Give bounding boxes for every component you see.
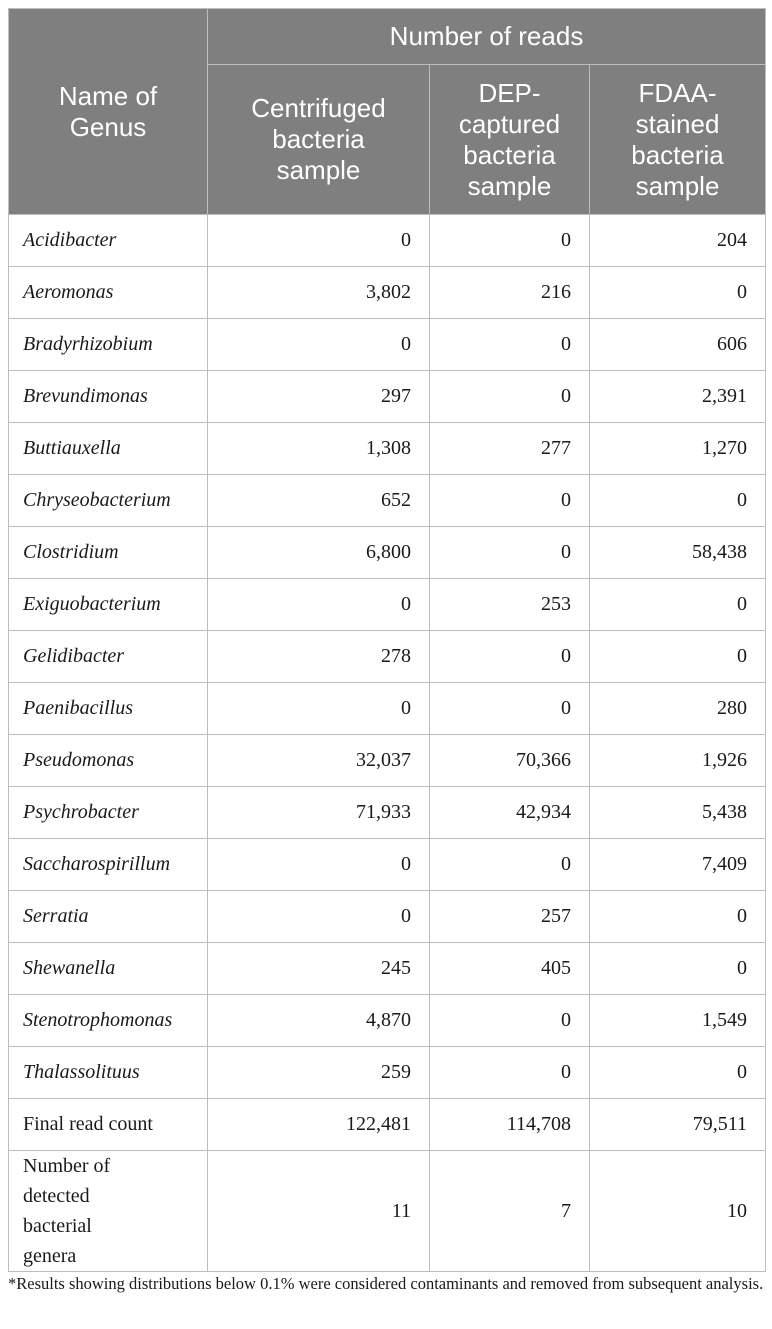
read-count-cell: 253 (430, 579, 590, 631)
header-row-group (9, 9, 766, 65)
number-of-reads-header: Number of reads (208, 9, 766, 65)
read-count-cell: 4,870 (208, 995, 430, 1047)
genus-name-cell: Paenibacillus (9, 683, 208, 735)
summary-value-cell: 10 (590, 1151, 766, 1272)
genus-name-cell: Pseudomonas (9, 735, 208, 787)
genus-name-cell: Thalassolituus (9, 1047, 208, 1099)
read-count-cell: 3,802 (208, 267, 430, 319)
genus-name-cell: Exiguobacterium (9, 579, 208, 631)
table-footnote: *Results showing distributions below 0.1% were considered contaminants and removed from subsequent analysis. (8, 1274, 764, 1293)
genus-name-cell: Acidibacter (9, 215, 208, 267)
read-count-cell: 0 (208, 319, 430, 371)
read-count-cell: 7,409 (590, 839, 766, 891)
summary-value-cell: 7 (430, 1151, 590, 1272)
read-count-cell: 1,926 (590, 735, 766, 787)
table-row-exiguobacterium (9, 579, 766, 631)
read-count-cell: 0 (430, 475, 590, 527)
read-count-cell: 2,391 (590, 371, 766, 423)
read-count-cell: 0 (430, 527, 590, 579)
table-row-psychrobacter (9, 787, 766, 839)
read-count-cell: 42,934 (430, 787, 590, 839)
read-count-cell: 0 (590, 475, 766, 527)
table-row-shewanella (9, 943, 766, 995)
read-count-cell: 277 (430, 423, 590, 475)
read-count-cell: 278 (208, 631, 430, 683)
table-row-saccharospirillum (9, 839, 766, 891)
table-row-gelidibacter (9, 631, 766, 683)
read-count-cell: 32,037 (208, 735, 430, 787)
read-count-cell: 0 (430, 371, 590, 423)
read-count-cell: 71,933 (208, 787, 430, 839)
table-row-brevundimonas (9, 371, 766, 423)
genus-name-cell: Chryseobacterium (9, 475, 208, 527)
read-count-cell: 0 (590, 1047, 766, 1099)
table-row-stenotrophomonas (9, 995, 766, 1047)
table-row-acidibacter (9, 215, 766, 267)
read-count-cell: 0 (590, 891, 766, 943)
genus-name-cell: Bradyrhizobium (9, 319, 208, 371)
read-count-cell: 0 (208, 579, 430, 631)
read-count-cell: 0 (208, 683, 430, 735)
column-header-fdaa-stained: FDAA-stained bacteria sample (590, 65, 766, 215)
genus-name-cell: Brevundimonas (9, 371, 208, 423)
read-count-cell: 0 (208, 215, 430, 267)
genus-name-cell: Shewanella (9, 943, 208, 995)
read-count-cell: 245 (208, 943, 430, 995)
table-row-paenibacillus (9, 683, 766, 735)
table-body (9, 215, 766, 1272)
read-count-cell: 405 (430, 943, 590, 995)
summary-label-cell: Final read count (9, 1099, 208, 1151)
genus-name-cell: Aeromonas (9, 267, 208, 319)
table-row-bradyrhizobium (9, 319, 766, 371)
table-row-pseudomonas (9, 735, 766, 787)
table-row-thalassolituus (9, 1047, 766, 1099)
genus-name-cell: Buttiauxella (9, 423, 208, 475)
summary-row-number-of-detected-bacterial-genera (9, 1151, 766, 1272)
read-count-cell: 216 (430, 267, 590, 319)
read-count-cell: 204 (590, 215, 766, 267)
table-container (8, 8, 765, 1272)
read-count-cell: 0 (208, 839, 430, 891)
table-row-chryseobacterium (9, 475, 766, 527)
read-count-cell: 606 (590, 319, 766, 371)
read-count-cell: 0 (430, 319, 590, 371)
read-count-cell: 652 (208, 475, 430, 527)
read-count-cell: 6,800 (208, 527, 430, 579)
read-count-cell: 259 (208, 1047, 430, 1099)
read-count-cell: 1,549 (590, 995, 766, 1047)
read-count-cell: 0 (430, 215, 590, 267)
read-count-cell: 1,270 (590, 423, 766, 475)
read-count-cell: 297 (208, 371, 430, 423)
read-count-cell: 58,438 (590, 527, 766, 579)
read-count-cell: 0 (590, 267, 766, 319)
read-count-cell: 5,438 (590, 787, 766, 839)
read-count-cell: 257 (430, 891, 590, 943)
genus-name-cell: Stenotrophomonas (9, 995, 208, 1047)
read-count-cell: 0 (590, 631, 766, 683)
summary-value-cell: 114,708 (430, 1099, 590, 1151)
summary-row-final-read-count (9, 1099, 766, 1151)
column-header-centrifuged: Centrifuged bacteria sample (208, 65, 430, 215)
summary-label-cell: Number of detected bacterial genera (9, 1151, 208, 1272)
reads-table (8, 8, 766, 1272)
read-count-cell: 0 (590, 943, 766, 995)
genus-column-header: Name of Genus (9, 9, 208, 215)
summary-value-cell: 11 (208, 1151, 430, 1272)
genus-name-cell: Saccharospirillum (9, 839, 208, 891)
column-header-dep-captured: DEP-captured bacteria sample (430, 65, 590, 215)
table-row-serratia (9, 891, 766, 943)
genus-name-cell: Gelidibacter (9, 631, 208, 683)
table-row-buttiauxella (9, 423, 766, 475)
read-count-cell: 0 (208, 891, 430, 943)
table-row-aeromonas (9, 267, 766, 319)
summary-value-cell: 122,481 (208, 1099, 430, 1151)
genus-name-cell: Psychrobacter (9, 787, 208, 839)
read-count-cell: 1,308 (208, 423, 430, 475)
read-count-cell: 0 (430, 1047, 590, 1099)
read-count-cell: 0 (430, 839, 590, 891)
read-count-cell: 0 (430, 631, 590, 683)
genus-name-cell: Serratia (9, 891, 208, 943)
read-count-cell: 0 (430, 683, 590, 735)
read-count-cell: 70,366 (430, 735, 590, 787)
read-count-cell: 280 (590, 683, 766, 735)
summary-value-cell: 79,511 (590, 1099, 766, 1151)
read-count-cell: 0 (430, 995, 590, 1047)
read-count-cell: 0 (590, 579, 766, 631)
table-row-clostridium (9, 527, 766, 579)
genus-name-cell: Clostridium (9, 527, 208, 579)
